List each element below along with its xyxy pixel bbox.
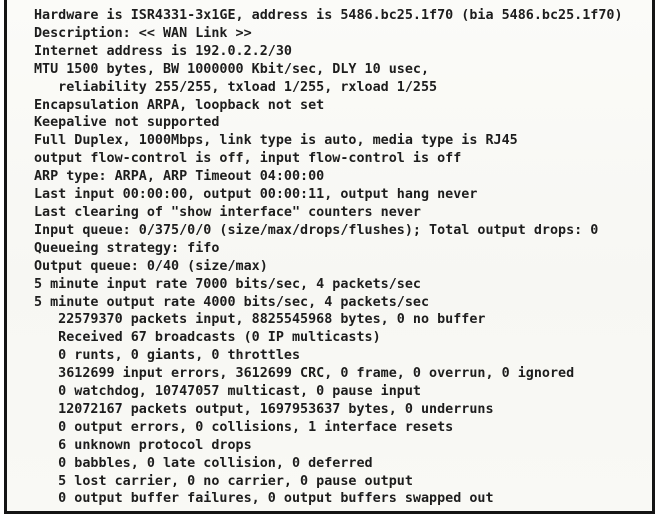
- terminal-line: 5 lost carrier, 0 no carrier, 0 pause output: [34, 473, 413, 489]
- terminal-line: Input queue: 0/375/0/0 (size/max/drops/flushes); Total output drops: 0: [34, 222, 599, 238]
- terminal-line: Queueing strategy: fifo: [34, 240, 220, 256]
- terminal-line: Full Duplex, 1000Mbps, link type is auto, media type is RJ45: [34, 133, 518, 149]
- terminal-output-box: [4, 0, 655, 514]
- terminal-line: output flow-control is off, input flow-control is off: [34, 151, 462, 167]
- terminal-line: Output queue: 0/40 (size/max): [34, 258, 268, 274]
- terminal-line: Hardware is ISR4331-3x1GE, address is 5486.bc25.1f70 (bia 5486.bc25.1f70): [34, 8, 623, 23]
- terminal-line: Encapsulation ARPA, loopback not set: [34, 97, 325, 113]
- terminal-line: 0 babbles, 0 late collision, 0 deferred: [34, 455, 373, 471]
- show-interface-output: [7, 0, 652, 508]
- terminal-line: 0 output buffer failures, 0 output buffers swapped out: [34, 491, 494, 507]
- terminal-line: ARP type: ARPA, ARP Timeout 04:00:00: [34, 169, 325, 185]
- terminal-line: 6 unknown protocol drops: [34, 437, 252, 453]
- terminal-line: 0 output errors, 0 collisions, 1 interface resets: [34, 419, 454, 435]
- terminal-line: Keepalive not supported: [34, 115, 220, 131]
- terminal-line: Internet address is 192.0.2.2/30: [34, 43, 292, 59]
- terminal-line: 5 minute input rate 7000 bits/sec, 4 packets/sec: [34, 276, 421, 292]
- terminal-line: 0 runts, 0 giants, 0 throttles: [34, 348, 301, 364]
- terminal-line: Last clearing of "show interface" counters never: [34, 204, 421, 220]
- terminal-line: 3612699 input errors, 3612699 CRC, 0 frame, 0 overrun, 0 ignored: [34, 366, 575, 382]
- terminal-line: Received 67 broadcasts (0 IP multicasts): [34, 330, 381, 346]
- terminal-line: Last input 00:00:00, output 00:00:11, output hang never: [34, 187, 478, 203]
- terminal-line: 5 minute output rate 4000 bits/sec, 4 packets/sec: [34, 294, 430, 310]
- terminal-line: Description: << WAN Link >>: [34, 25, 252, 41]
- terminal-line: MTU 1500 bytes, BW 1000000 Kbit/sec, DLY 10 usec,: [34, 61, 430, 77]
- terminal-line: 12072167 packets output, 1697953637 bytes, 0 underruns: [34, 401, 494, 417]
- terminal-line: 22579370 packets input, 8825545968 bytes, 0 no buffer: [34, 312, 486, 328]
- terminal-line: reliability 255/255, txload 1/255, rxload 1/255: [34, 79, 438, 95]
- terminal-line: 0 watchdog, 10747057 multicast, 0 pause input: [34, 384, 421, 400]
